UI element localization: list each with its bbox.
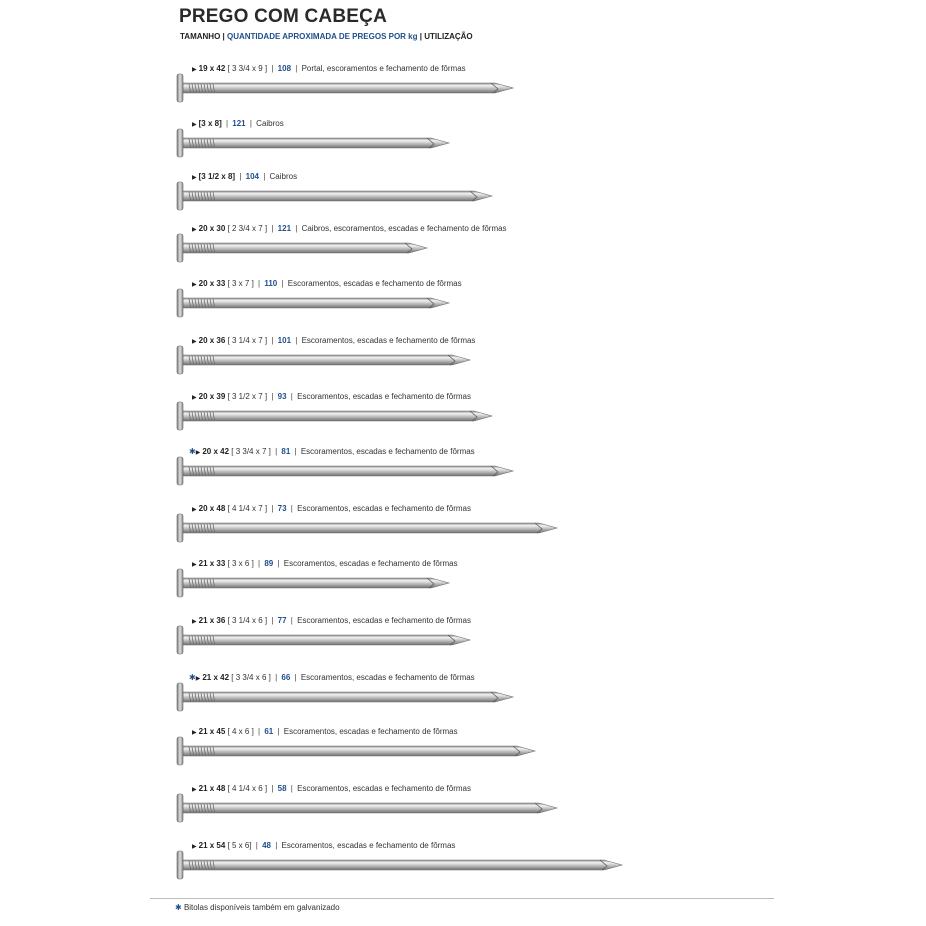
nail-size: 21 x 48: [198, 784, 226, 793]
nail-head: [177, 626, 183, 654]
nail-head: [177, 851, 183, 879]
nail-shank: [183, 138, 449, 148]
nail-usage: Escoramentos, escadas e fechamento de fôrmas: [283, 727, 458, 736]
nail-row: [175, 224, 695, 264]
nail-row: [175, 279, 695, 319]
nail-usage: Caibros: [269, 172, 298, 181]
separator: |: [288, 504, 296, 513]
separator: |: [275, 727, 282, 736]
nail-quantity: 58: [277, 784, 287, 793]
arrow-icon: ▶: [195, 450, 201, 456]
nail-quantity: 108: [277, 64, 292, 73]
nail-icon: [175, 793, 569, 823]
nail-icon: [175, 73, 525, 103]
arrow-icon: ▶: [192, 562, 197, 568]
separator: |: [272, 447, 280, 456]
asterisk-icon: ✱: [175, 903, 182, 912]
nail-row: [175, 841, 695, 881]
separator: |: [255, 279, 263, 288]
nail-row: [175, 447, 695, 487]
nail-size: 20 x 48: [198, 504, 226, 513]
subheader-quantity: QUANTIDADE APROXIMADA DE PREGOS POR kg: [226, 32, 418, 41]
nail-inches: [ 3 1/4 x 7 ]: [227, 336, 268, 345]
nail-shank: [183, 523, 557, 533]
separator: |: [272, 673, 280, 682]
nail-icon: [175, 682, 525, 712]
nail-row: [175, 119, 695, 159]
separator: |: [275, 559, 282, 568]
nail-icon: [175, 288, 461, 318]
nail-usage: Escoramentos, escadas e fechamento de fôrmas: [297, 784, 471, 793]
nail-size: 21 x 36: [198, 616, 226, 625]
nail-head: [177, 402, 183, 430]
nail-size: 21 x 42: [202, 673, 230, 682]
separator: |: [293, 64, 300, 73]
nail-quantity: 61: [264, 727, 274, 736]
nail-usage: Escoramentos, escadas e fechamento de fôrmas: [287, 279, 462, 288]
nail-head: [177, 569, 183, 597]
arrow-icon: ▶: [192, 122, 197, 128]
nail-icon: [175, 513, 569, 543]
nail-head: [177, 514, 183, 542]
nail-row: [175, 172, 695, 212]
separator: |: [279, 279, 286, 288]
nail-icon: [175, 401, 504, 431]
separator: |: [292, 447, 299, 456]
nail-quantity: 104: [245, 172, 259, 181]
separator: |: [255, 559, 263, 568]
arrow-icon: ▶: [192, 175, 197, 181]
nail-quantity: 93: [277, 392, 287, 401]
arrow-icon: ▶: [192, 339, 197, 345]
nail-usage: Caibros, escoramentos, escadas e fechamento de fôrmas: [301, 224, 507, 233]
separator: |: [292, 673, 299, 682]
nail-icon: [175, 345, 482, 375]
nail-head: [177, 457, 183, 485]
nail-shank: [183, 466, 513, 476]
nail-head: [177, 74, 183, 102]
nail-head: [177, 234, 183, 262]
nail-icon: [175, 568, 461, 598]
separator: |: [288, 616, 296, 625]
nail-quantity: 81: [281, 447, 291, 456]
nail-shank: [183, 578, 449, 588]
arrow-icon: ▶: [195, 676, 201, 682]
nail-row: [175, 784, 695, 824]
separator: |: [269, 64, 276, 73]
nail-head: [177, 289, 183, 317]
subheader-usage: UTILIZAÇÃO: [424, 32, 473, 41]
nail-quantity: 89: [264, 559, 274, 568]
nail-size: 20 x 42: [202, 447, 230, 456]
nail-usage: Escoramentos, escadas e fechamento de fôrmas: [297, 392, 471, 401]
nail-inches: [ 5 x 6]: [227, 841, 252, 850]
nail-size: 21 x 54: [198, 841, 226, 850]
nail-usage: Escoramentos, escadas e fechamento de fôrmas: [281, 841, 456, 850]
nail-quantity: 77: [277, 616, 287, 625]
nail-usage: Portal, escoramentos e fechamento de fôrmas: [301, 64, 466, 73]
nail-shank: [183, 83, 513, 93]
arrow-icon: ▶: [192, 787, 197, 793]
nail-quantity: 48: [262, 841, 272, 850]
footnote-text: Bitolas disponíveis também em galvanizado: [183, 903, 340, 912]
nail-usage: Caibros: [256, 119, 284, 128]
nail-head: [177, 129, 183, 157]
arrow-icon: ▶: [192, 507, 197, 513]
separator: |: [269, 504, 276, 513]
arrow-icon: ▶: [192, 395, 197, 401]
nail-size: 20 x 30: [198, 224, 226, 233]
nail-usage: Escoramentos, escadas e fechamento de fôrmas: [300, 447, 475, 456]
nail-shank: [183, 243, 427, 253]
arrow-icon: ▶: [192, 619, 197, 625]
separator: |: [255, 727, 263, 736]
nail-quantity: 121: [277, 224, 292, 233]
nail-shank: [183, 746, 535, 756]
separator: |: [237, 172, 244, 181]
nail-shank: [183, 692, 513, 702]
nail-inches: [3 x 8]: [198, 119, 222, 128]
nail-head: [177, 182, 183, 210]
nail-shank: [183, 355, 470, 365]
nail-head: [177, 737, 183, 765]
nail-size: 19 x 42: [198, 64, 226, 73]
nail-row: [175, 559, 695, 599]
nail-inches: [3 1/2 x 8]: [198, 172, 236, 181]
nail-shank: [183, 191, 492, 201]
nail-head: [177, 683, 183, 711]
nail-row: [175, 673, 695, 713]
nail-inches: [ 3 3/4 x 9 ]: [227, 64, 268, 73]
nail-quantity: 121: [232, 119, 246, 128]
nail-size: 21 x 33: [198, 559, 226, 568]
nail-size: 20 x 33: [198, 279, 226, 288]
nail-shank: [183, 803, 557, 813]
nail-row: [175, 336, 695, 376]
asterisk-icon: ✱: [189, 447, 196, 456]
nail-row: [175, 727, 695, 767]
footnote: [175, 903, 340, 912]
page-title: PREGO COM CABEÇA: [179, 6, 387, 27]
separator: |: [293, 336, 300, 345]
nail-inches: [ 4 1/4 x 7 ]: [227, 504, 268, 513]
nail-size: 21 x 45: [198, 727, 226, 736]
nail-size: 20 x 36: [198, 336, 226, 345]
nail-size: 20 x 39: [198, 392, 226, 401]
separator: |: [223, 119, 231, 128]
arrow-icon: ▶: [192, 844, 197, 850]
separator: |: [269, 616, 276, 625]
nail-row: [175, 504, 695, 544]
nail-row: [175, 392, 695, 432]
nail-usage: Escoramentos, escadas e fechamento de fôrmas: [300, 673, 475, 682]
separator: |: [269, 224, 276, 233]
nail-usage: Escoramentos, escadas e fechamento de fôrmas: [301, 336, 476, 345]
subheader-size: TAMANHO: [180, 32, 221, 41]
arrow-icon: ▶: [192, 67, 197, 73]
nail-inches: [ 3 1/4 x 6 ]: [227, 616, 268, 625]
nail-head: [177, 346, 183, 374]
nail-quantity: 73: [277, 504, 287, 513]
nail-shank: [183, 860, 622, 870]
separator: |: [260, 172, 268, 181]
nail-inches: [ 3 3/4 x 7 ]: [231, 447, 271, 456]
nail-icon: [175, 736, 547, 766]
separator: |: [273, 841, 280, 850]
nail-shank: [183, 298, 449, 308]
nail-shank: [183, 635, 470, 645]
nail-icon: [175, 625, 482, 655]
nail-quantity: 110: [264, 279, 278, 288]
nail-row: [175, 64, 695, 104]
nail-icon: [175, 181, 504, 211]
separator: |: [269, 784, 276, 793]
separator: |: [269, 392, 276, 401]
nail-inches: [ 3 1/2 x 7 ]: [227, 392, 268, 401]
arrow-icon: ▶: [192, 227, 197, 233]
nail-usage: Escoramentos, escadas e fechamento de fôrmas: [283, 559, 458, 568]
asterisk-icon: ✱: [189, 673, 196, 682]
nail-head: [177, 794, 183, 822]
separator: |: [269, 336, 276, 345]
separator: |: [288, 784, 296, 793]
nail-inches: [ 3 x 6 ]: [227, 559, 254, 568]
separator: |: [293, 224, 300, 233]
nail-quantity: 66: [281, 673, 291, 682]
nail-row: [175, 616, 695, 656]
separator: |: [253, 841, 261, 850]
nail-icon: [175, 128, 461, 158]
subheader-separator: |: [417, 32, 425, 41]
nail-inches: [ 4 1/4 x 6 ]: [227, 784, 268, 793]
nail-icon: [175, 850, 634, 880]
nail-icon: [175, 233, 439, 263]
nail-inches: [ 2 3/4 x 7 ]: [227, 224, 268, 233]
arrow-icon: ▶: [192, 282, 197, 288]
nail-usage: Escoramentos, escadas e fechamento de fôrmas: [297, 504, 471, 513]
nail-inches: [ 3 x 7 ]: [227, 279, 254, 288]
subheader-separator: |: [220, 32, 227, 41]
nail-inches: [ 4 x 6 ]: [227, 727, 254, 736]
nail-usage: Escoramentos, escadas e fechamento de fôrmas: [297, 616, 471, 625]
nail-inches: [ 3 3/4 x 6 ]: [231, 673, 271, 682]
nail-shank: [183, 411, 492, 421]
footer-divider: [150, 898, 774, 899]
arrow-icon: ▶: [192, 730, 197, 736]
separator: |: [288, 392, 296, 401]
nail-quantity: 101: [277, 336, 292, 345]
separator: |: [247, 119, 255, 128]
nail-icon: [175, 456, 525, 486]
